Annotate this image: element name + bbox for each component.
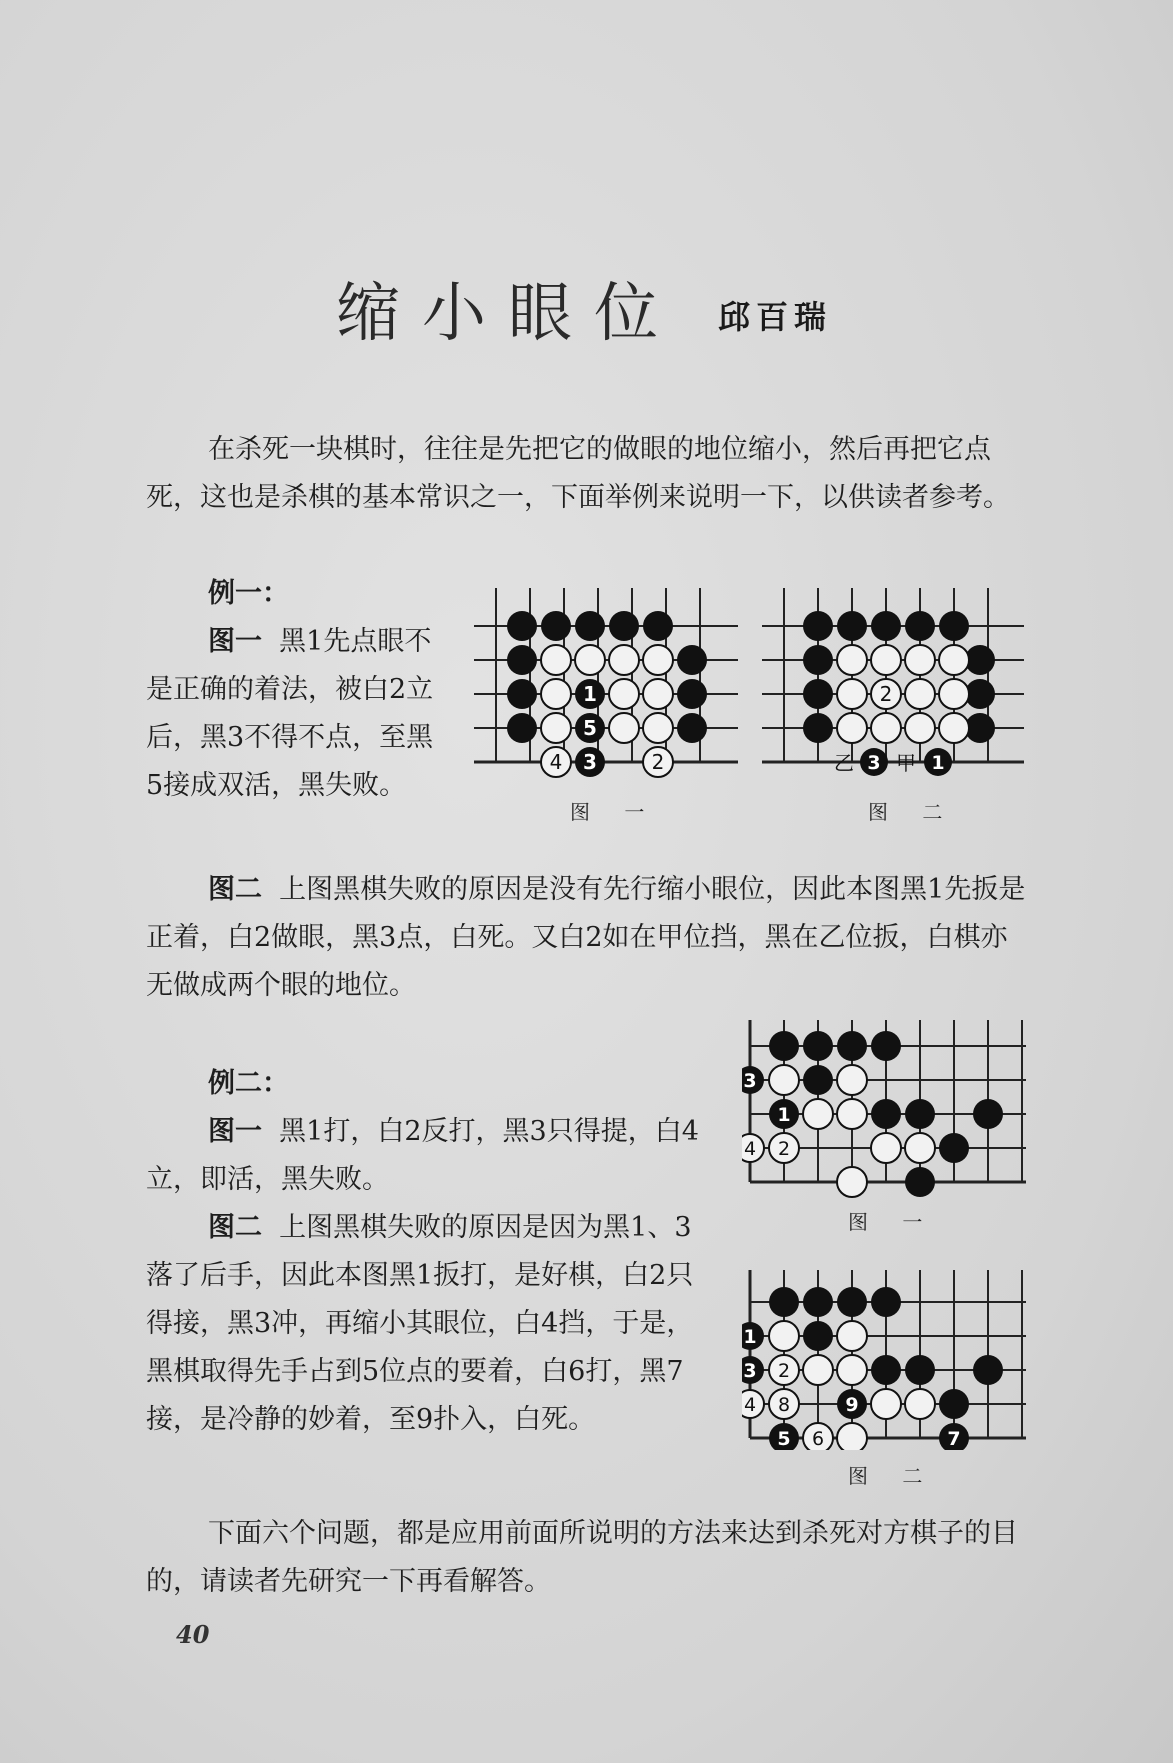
black-stones [507, 611, 707, 743]
article-title: 缩小眼位 [336, 277, 680, 351]
move-3: 3 [583, 750, 597, 774]
move-8: 8 [777, 1394, 791, 1416]
example1-heading: 例一： [208, 578, 289, 609]
example2-caption2: 图 二 [848, 1464, 937, 1488]
mark-yi: 乙 [834, 751, 854, 775]
example2-diagram1 [742, 1010, 1032, 1200]
mark-jia: 甲 [896, 751, 916, 775]
closing-text: 下面六个问题，都是应用前面所说明的方法来达到杀死对方棋子的目的，请读者先研究一下再看解答。 [146, 1518, 1018, 1597]
article-author: 邱百瑞 [718, 298, 833, 336]
closing-paragraph [146, 1510, 1026, 1606]
move-1: 1 [777, 1104, 791, 1126]
example1-fig2-block [146, 866, 1026, 1010]
example1-fig2-text: 上图黑棋失败的原因是没有先行缩小眼位，因此本图黑1先扳是正着，白2做眼，黑3点，白死。又白2如在甲位挡，黑在乙位扳，白棋亦无做成两个眼的地位。 [146, 874, 1026, 1001]
example2-fig2-text: 上图黑棋失败的原因是因为黑1、3落了后手，因此本图黑1扳打，是好棋，白2只得接，黑3冲，再缩小其眼位，白4挡，于是，黑棋取得先手占到5位点的要着，白6打，黑7接，是冷静的妙着，至9扑入，白死。 [146, 1212, 694, 1435]
move-4: 4 [743, 1394, 757, 1416]
move-9: 9 [845, 1394, 859, 1416]
move-2: 2 [777, 1138, 791, 1160]
example2-fig1-text: 黑1打，白2反打，黑3只得提，白4立，即活，黑失败。 [146, 1116, 699, 1195]
example2-fig1-label: 图一 [208, 1116, 262, 1147]
move-1: 1 [931, 752, 945, 774]
move-2: 2 [651, 750, 665, 774]
move-1: 1 [743, 1326, 757, 1348]
example2-fig2-label: 图二 [208, 1212, 262, 1243]
example1-diagram2 [762, 578, 1032, 778]
move-7: 7 [947, 1428, 961, 1450]
example1-fig2-label: 图二 [208, 874, 262, 905]
move-4: 4 [743, 1138, 757, 1160]
move-4: 4 [549, 750, 563, 774]
move-6: 6 [811, 1428, 825, 1450]
move-3: 3 [743, 1360, 757, 1382]
intro-text: 在杀死一块棋时，往往是先把它的做眼的地位缩小，然后再把它点死，这也是杀棋的基本常识之一，下面举例来说明一下，以供读者参考。 [146, 434, 1010, 513]
move-3: 3 [743, 1070, 757, 1092]
page-number: 40 [176, 1620, 210, 1649]
move-5: 5 [777, 1428, 791, 1450]
example1-fig1-text: 黑1先点眼不是正确的着法，被白2立后，黑3不得不点，至黑5接成双活，黑失败。 [146, 626, 434, 801]
example1-diagram1 [466, 578, 746, 778]
example2-diagram2 [742, 1260, 1032, 1450]
example1-caption1: 图 一 [570, 800, 659, 824]
example1-fig1-label: 图一 [208, 626, 262, 657]
move-2: 2 [879, 682, 893, 706]
move-3: 3 [867, 752, 881, 774]
move-2: 2 [777, 1360, 791, 1382]
move-5: 5 [583, 716, 597, 740]
move-1: 1 [583, 682, 597, 706]
example1-caption2: 图 二 [868, 800, 957, 824]
example1-block [146, 570, 446, 810]
intro-paragraph [146, 426, 1026, 522]
example2-heading: 例二： [208, 1068, 289, 1099]
example2-caption1: 图 一 [848, 1210, 937, 1234]
example2-block [146, 1060, 706, 1444]
